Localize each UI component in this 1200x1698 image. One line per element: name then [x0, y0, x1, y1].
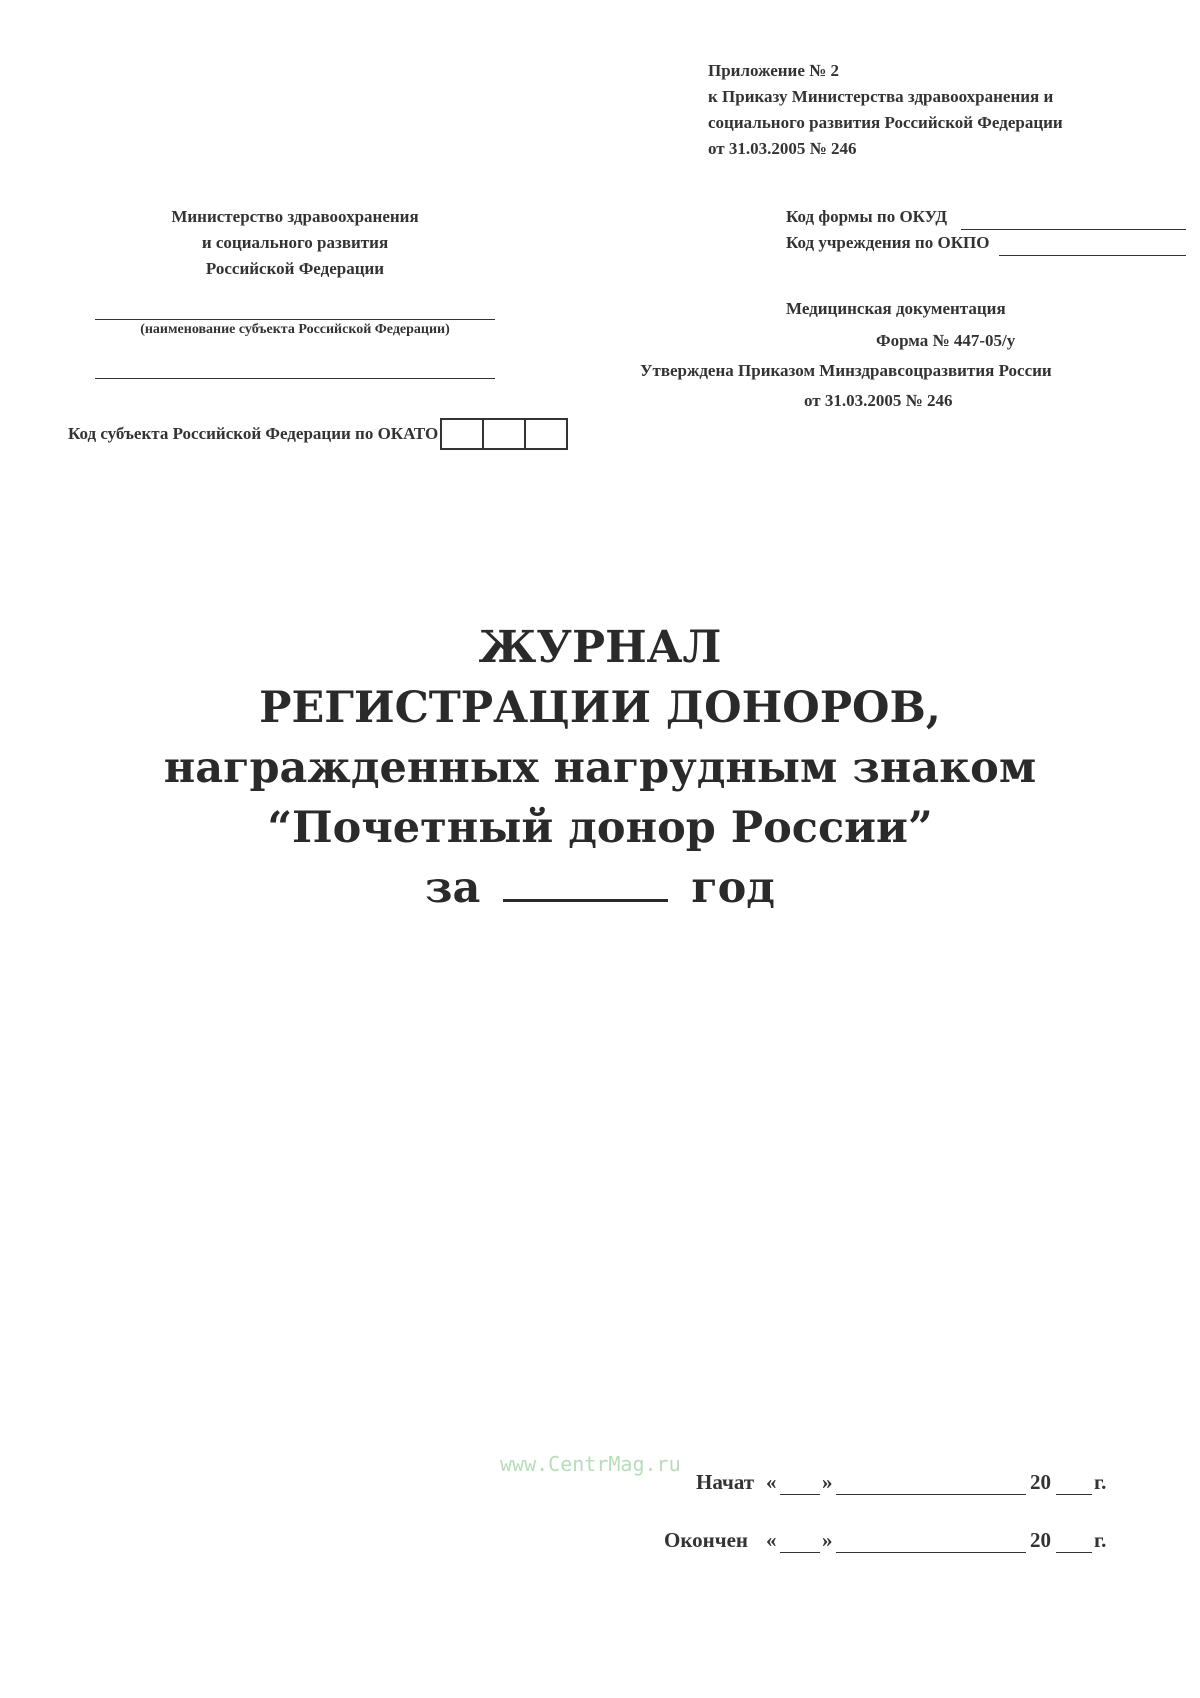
okato-code-boxes: [440, 418, 568, 450]
end-month-line: [836, 1552, 1026, 1553]
okud-row: [786, 204, 1186, 230]
ministry-line-3: Российской Федерации: [205, 259, 385, 278]
okato-row: [68, 418, 568, 450]
start-open-quote: «: [766, 1470, 777, 1494]
start-month-line: [836, 1494, 1026, 1495]
okpo-label: Код учреждения по ОКПО: [786, 233, 990, 252]
subject-name-caption: (наименование субъекта Российской Федерации): [140, 322, 450, 337]
appendix-reference: [708, 58, 1178, 162]
end-year-suffix: г.: [1094, 1528, 1107, 1552]
okpo-field-line: [999, 237, 1186, 256]
start-year-suffix: г.: [1094, 1470, 1107, 1494]
ministry-line-1: Министерство здравоохранения: [171, 207, 419, 226]
form-codes: [786, 204, 1186, 256]
meddoc-line-4: от 31.03.2005 № 246: [804, 391, 953, 410]
meddoc-line-2: Форма № 447-05/у: [876, 331, 1016, 350]
year-blank-line: [503, 859, 668, 902]
title-line-5: [0, 858, 1200, 918]
title-line-3: награжденных нагрудным знаком: [163, 743, 1037, 793]
medical-documentation-block: [640, 296, 1180, 414]
subject-name-line: [95, 319, 495, 320]
appendix-line-1: Приложение № 2: [708, 61, 839, 80]
ministry-block: [95, 204, 495, 282]
subject-name-line-2: [95, 378, 495, 379]
journal-dates: [660, 1470, 1160, 1586]
start-close-quote: »: [822, 1470, 833, 1494]
journal-title: [0, 618, 1200, 918]
meddoc-line-1: Медицинская документация: [786, 299, 1006, 318]
start-year-prefix: 20: [1030, 1470, 1051, 1494]
start-year-line: [1056, 1494, 1092, 1495]
appendix-line-2: к Приказу Министерства здравоохранения и: [708, 87, 1054, 106]
meddoc-line-3: Утверждена Приказом Минздравсоцразвития России: [640, 361, 1052, 380]
start-day-line: [780, 1494, 820, 1495]
watermark: www.CentrMag.ru: [500, 1452, 681, 1476]
okato-box: [526, 420, 566, 448]
end-year-line: [1056, 1552, 1092, 1553]
title-line-2: РЕГИСТРАЦИИ ДОНОРОВ,: [259, 683, 941, 733]
start-label: Начат: [696, 1470, 755, 1494]
appendix-line-3: социального развития Российской Федерации: [708, 113, 1063, 132]
title-year-suffix: год: [691, 863, 775, 913]
okato-label: Код субъекта Российской Федерации по ОКАТО: [68, 424, 439, 443]
end-date-row: [660, 1528, 1160, 1586]
title-year-prefix: за: [425, 863, 481, 913]
end-label: Окончен: [664, 1528, 749, 1552]
okud-field-line: [961, 211, 1186, 230]
okud-label: Код формы по ОКУД: [786, 207, 948, 226]
okato-box: [442, 420, 484, 448]
okato-box: [484, 420, 526, 448]
appendix-line-4: от 31.03.2005 № 246: [708, 139, 857, 158]
end-year-prefix: 20: [1030, 1528, 1051, 1552]
end-day-line: [780, 1552, 820, 1553]
end-close-quote: »: [822, 1528, 833, 1552]
title-line-4: “Почетный донор России”: [267, 803, 933, 853]
okpo-row: [786, 230, 1186, 256]
end-open-quote: «: [766, 1528, 777, 1552]
ministry-line-2: и социального развития: [201, 233, 389, 252]
start-date-row: [660, 1470, 1160, 1528]
title-line-1: ЖУРНАЛ: [478, 622, 722, 673]
